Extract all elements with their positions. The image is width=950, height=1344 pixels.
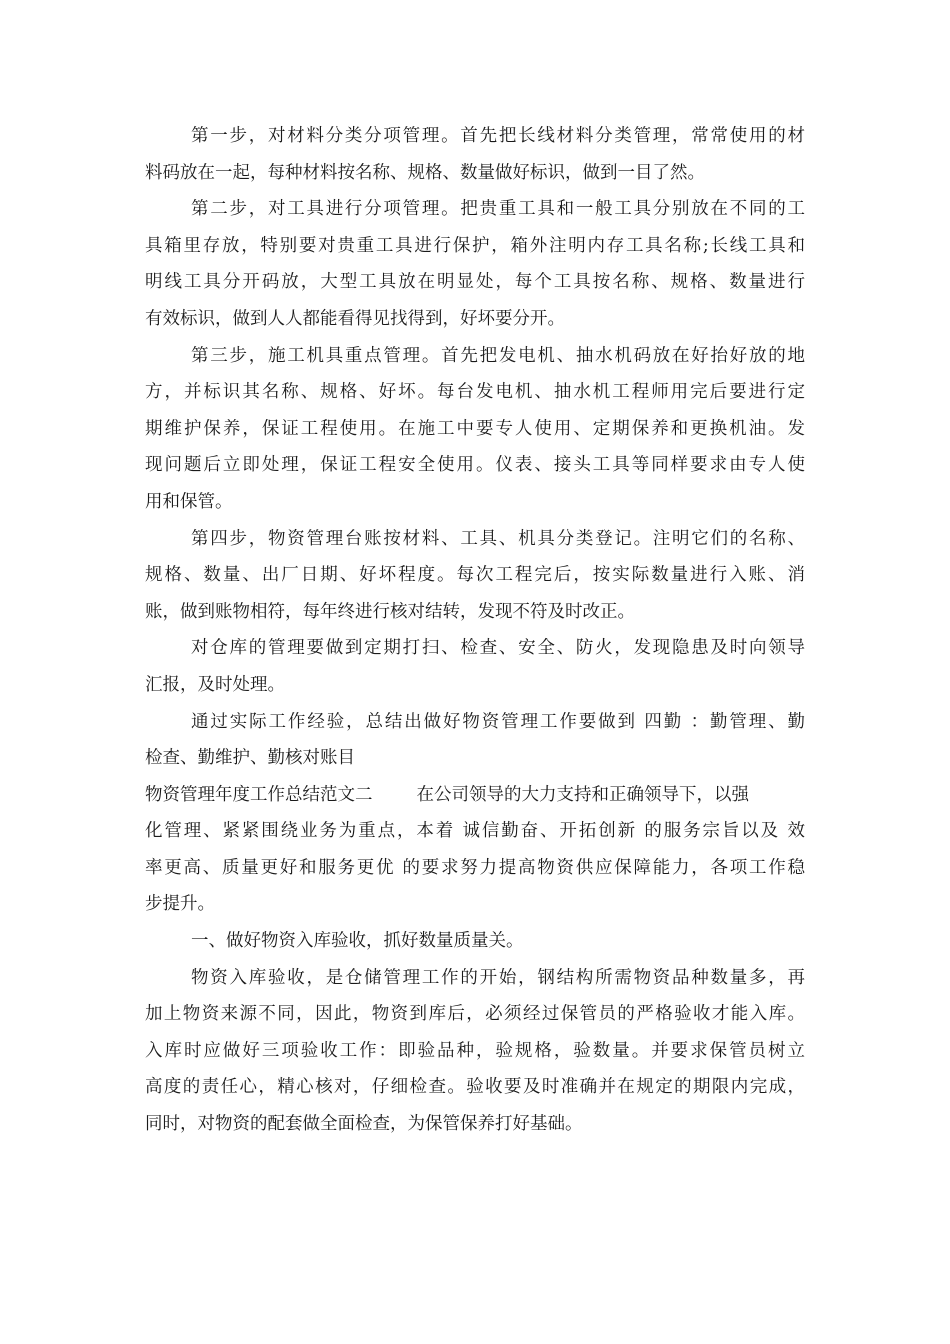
text-line: 有效标识，做到人人都能看得见找得到，好坏要分开。 xyxy=(145,308,565,329)
text-line: 物资入库验收，是仓储管理工作的开始，钢结构所需物资品种数量多，再 xyxy=(191,967,805,988)
text-line: 汇报，及时处理。 xyxy=(145,674,285,695)
text-line: 第四步，物资管理台账按材料、工具、机具分类登记。注明它们的名称、 xyxy=(191,528,805,549)
text-line: 明线工具分开码放，大型工具放在明显处，每个工具按名称、规格、数量进行 xyxy=(145,272,805,293)
text-line: 加上物资来源不同，因此，物资到库后，必须经过保管员的严格验收才能入库。 xyxy=(145,1004,805,1025)
text-line: 规格、数量、出厂日期、好坏程度。每次工程完后，按实际数量进行入账、消 xyxy=(145,565,805,586)
text-line: 用和保管。 xyxy=(145,491,233,512)
text-line: 入库时应做好三项验收工作：即验品种，验规格，验数量。并要求保管员树立 xyxy=(145,1040,805,1061)
text-line: 率更高、质量更好和服务更优 的要求努力提高物资供应保障能力，各项工作稳 xyxy=(145,857,805,878)
text-line: 高度的责任心，精心核对，仔细检查。验收要及时准确并在规定的期限内完成， xyxy=(145,1077,805,1098)
text-line: 料码放在一起，每种材料按名称、规格、数量做好标识，做到一目了然。 xyxy=(145,162,705,183)
text-line: 对仓库的管理要做到定期打扫、检查、安全、防火，发现隐患及时向领导 xyxy=(191,638,805,659)
section-title-line xyxy=(145,777,805,814)
text-line: 第一步，对材料分类分项管理。首先把长线材料分类管理，常常使用的材 xyxy=(191,126,805,146)
text-line: 具箱里存放，特别要对贵重工具进行保护，箱外注明内存工具名称;长线工具和 xyxy=(145,235,805,256)
text-line: 方，并标识其名称、规格、好坏。每台发电机、抽水机工程师用完后要进行定 xyxy=(145,382,805,403)
text-line: 检查、勤维护、勤核对账目 xyxy=(145,748,355,769)
text-line: 同时，对物资的配套做全面检查，为保管保养打好基础。 xyxy=(145,1114,583,1135)
text-line: 第三步，施工机具重点管理。首先把发电机、抽水机码放在好抬好放的地 xyxy=(191,345,805,366)
section-title: 物资管理年度工作总结范文二 xyxy=(145,784,373,805)
text-line: 步提升。 xyxy=(145,894,215,915)
text-line: 现问题后立即处理，保证工程安全使用。仪表、接头工具等同样要求由专人使 xyxy=(145,455,805,476)
heading-line: 一、做好物资入库验收，抓好数量质量关。 xyxy=(191,931,524,952)
text-line: 期维护保养，保证工程使用。在施工中要专人使用、定期保养和更换机油。发 xyxy=(145,418,805,439)
text-line: 通过实际工作经验，总结出做好物资管理工作要做到 四勤 ：勤管理、勤 xyxy=(191,711,805,732)
text-line: 化管理、紧紧围绕业务为重点，本着 诚信勤奋、开拓创新 的服务宗旨以及 效 xyxy=(145,821,805,842)
document-page xyxy=(145,118,805,1143)
text-line: 账，做到账物相符，每年终进行核对结转，发现不符及时改正。 xyxy=(145,601,635,622)
section-intro: 在公司领导的大力支持和正确领导下，以强 xyxy=(416,784,749,805)
text-line: 第二步，对工具进行分项管理。把贵重工具和一般工具分别放在不同的工 xyxy=(191,199,805,220)
